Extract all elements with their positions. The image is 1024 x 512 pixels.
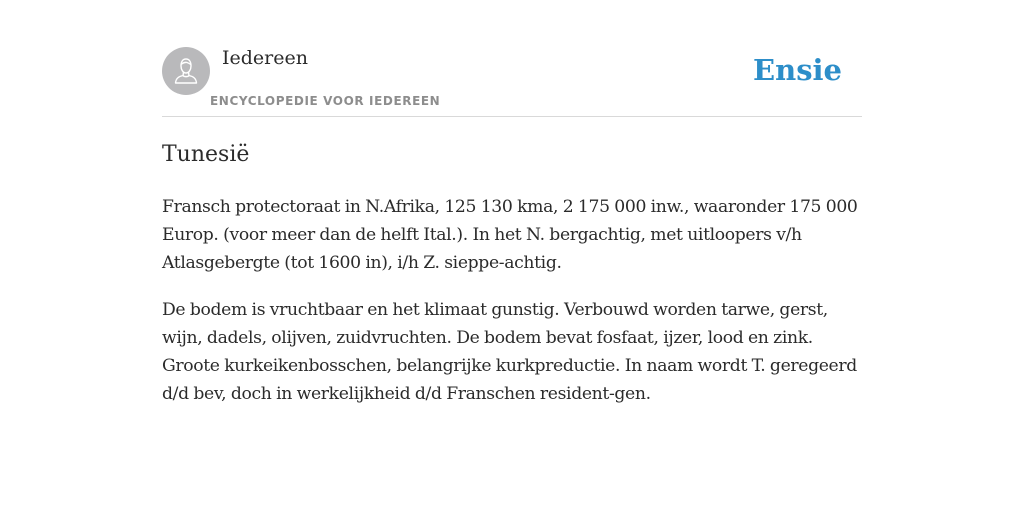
site-tagline: ENCYCLOPEDIE VOOR IEDEREEN <box>210 94 441 108</box>
entry-body <box>162 193 862 427</box>
site-logo[interactable]: Ensie <box>753 53 842 87</box>
author-name[interactable]: Iedereen <box>222 47 308 69</box>
entry-title: Tunesië <box>162 142 250 167</box>
avatar[interactable] <box>162 47 210 95</box>
user-silhouette-icon <box>162 47 210 95</box>
entry-header <box>162 0 862 117</box>
entry-paragraph: De bodem is vruchtbaar en het klimaat gunstig. Verbouwd worden tarwe, gerst, wijn, dadels, olijven, zuidvruchten. De bodem bevat fosfaat, ijzer, lood en zink. Groote kurkeikenbosschen, belangrijke kurkpreductie. In naam wordt T. geregeerd d/d bev, doch in werkelijkheid d/d Franschen resident-gen. <box>162 300 857 404</box>
entry-paragraph: Fransch protectoraat in N.Afrika, 125 130 kma, 2 175 000 inw., waaronder 175 000 Europ. (voor meer dan de helft Ital.). In het N. bergachtig, met uitloopers v/h Atlasgebergte (tot 1600 in), i/h Z. sieppe-achtig. <box>162 197 858 273</box>
entry-card <box>162 0 862 404</box>
